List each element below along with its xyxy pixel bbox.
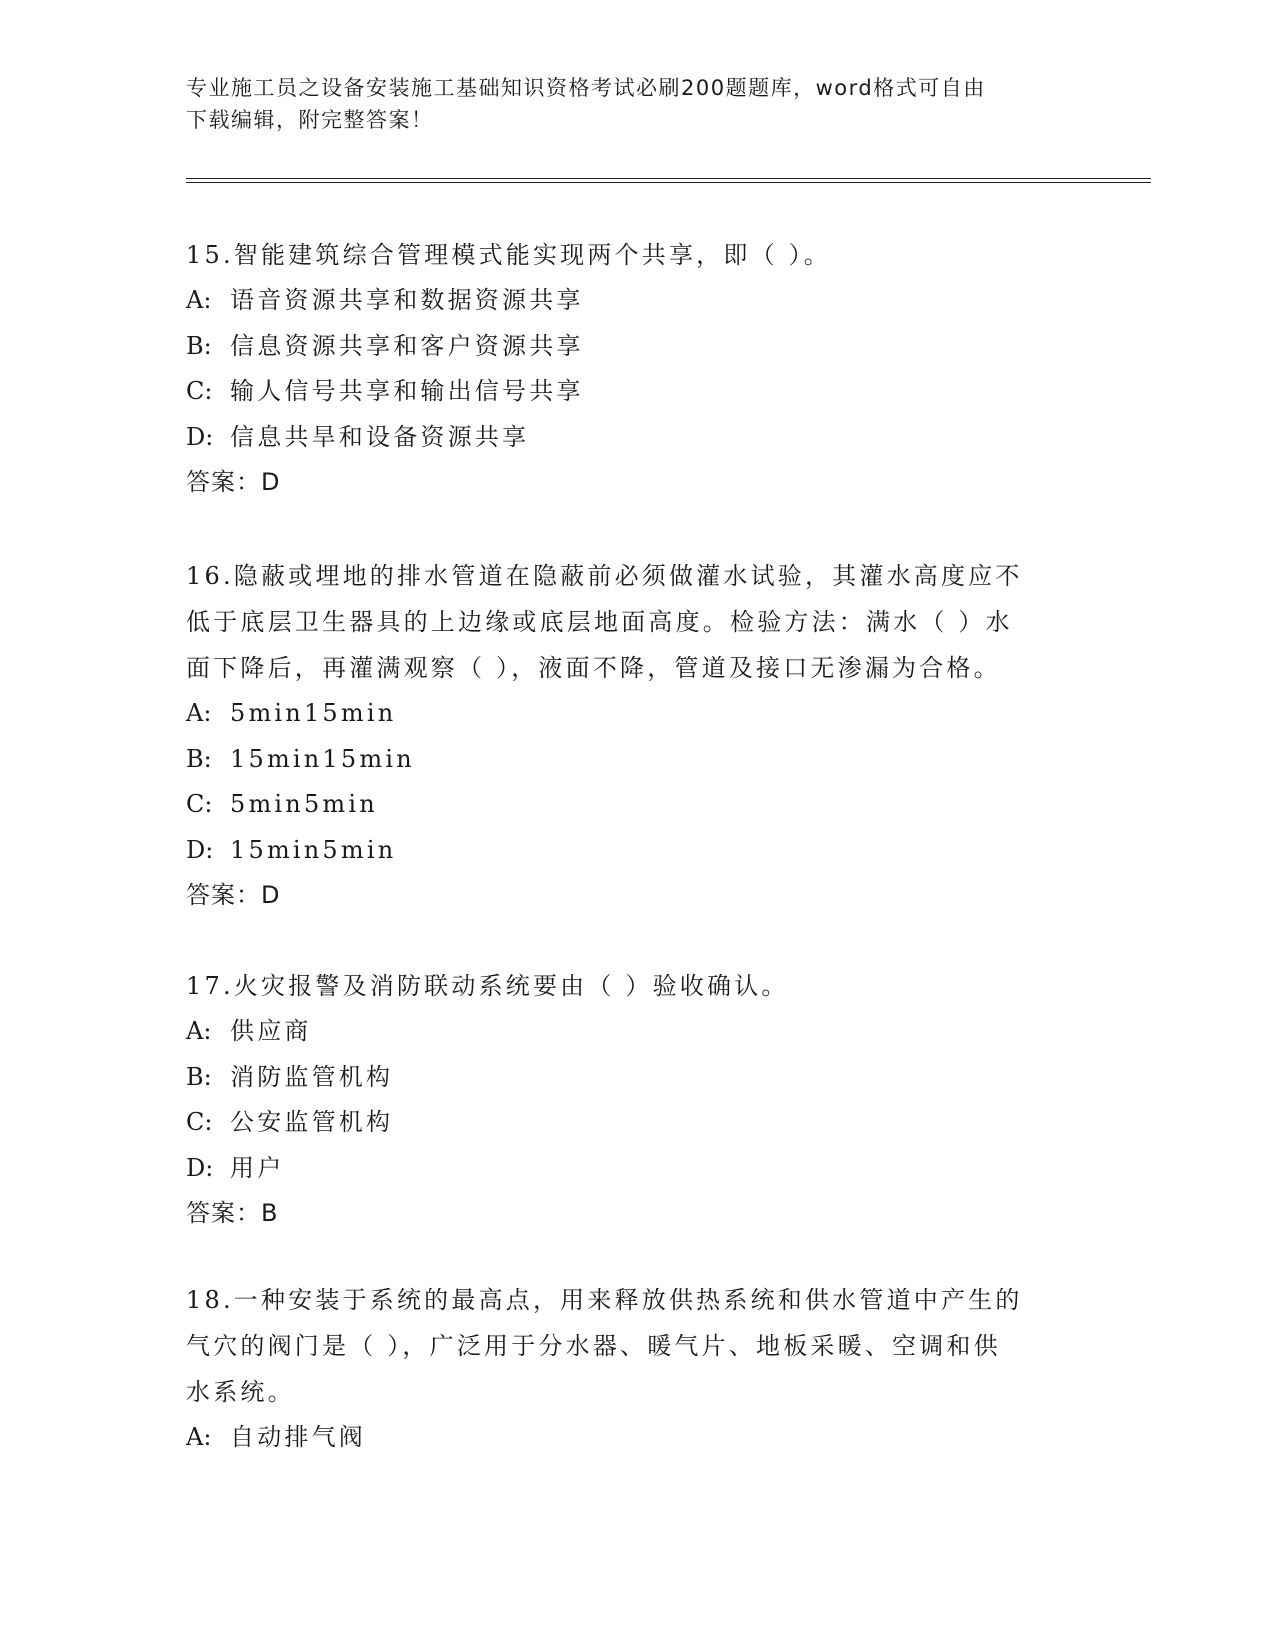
option-d <box>186 828 1076 874</box>
header-line-1: 专业施工员之设备安装施工基础知识资格考试必刷200题题库，word格式可自由 <box>186 76 986 100</box>
option-a <box>186 1009 1076 1055</box>
option-text: 用户 <box>230 1153 285 1182</box>
option-text: 5min5min <box>230 790 378 818</box>
option-text: 信息资源共享和客户资源共享 <box>230 331 584 360</box>
option-b <box>186 737 1076 783</box>
option-text: 公安监管机构 <box>230 1108 394 1136</box>
option-c <box>186 1100 1076 1146</box>
question-stem: 17.火灾报警及消防联动系统要由（ ）验收确认。 <box>186 972 789 1000</box>
option-text: 15min15min <box>230 744 415 773</box>
question-15 <box>186 232 1076 505</box>
answer-line: 答案：D <box>186 881 281 909</box>
header-divider-bottom <box>186 182 1151 183</box>
option-letter: B: <box>186 1062 212 1091</box>
option-c <box>186 369 1076 415</box>
answer-line: 答案：B <box>186 1199 279 1227</box>
option-letter: C: <box>186 1108 213 1136</box>
option-letter: A: <box>186 1423 212 1451</box>
option-a <box>186 278 1076 324</box>
option-letter: A: <box>186 699 212 727</box>
option-text: 自动排气阀 <box>230 1423 366 1451</box>
option-c <box>186 782 1076 828</box>
answer-line: 答案：D <box>186 468 281 496</box>
question-stem: 15.智能建筑综合管理模式能实现两个共享，即（ ）。 <box>186 241 831 269</box>
option-text: 信息共旱和设备资源共享 <box>230 422 530 451</box>
question-18 <box>186 1277 1076 1461</box>
option-text: 消防监管机构 <box>230 1062 394 1091</box>
option-a <box>186 691 1076 737</box>
option-d <box>186 415 1076 461</box>
question-stem-line-1: 16.隐蔽或埋地的排水管道在隐蔽前必须做灌水试验，其灌水高度应不 <box>186 562 1023 590</box>
option-letter: C: <box>186 377 213 405</box>
option-letter: D: <box>186 835 214 864</box>
option-letter: A: <box>186 1017 212 1045</box>
option-letter: D: <box>186 422 214 451</box>
header-line-2: 下载编辑，附完整答案！ <box>186 108 434 132</box>
option-text: 15min5min <box>230 835 397 864</box>
question-17 <box>186 963 1076 1236</box>
question-stem-line-2: 气穴的阀门是（ ），广泛用于分水器、暖气片、地板采暖、空调和供 <box>186 1332 1001 1360</box>
question-stem-line-3: 水系统。 <box>186 1378 295 1406</box>
option-text: 输人信号共享和输出信号共享 <box>230 377 584 405</box>
option-d <box>186 1146 1076 1192</box>
option-letter: D: <box>186 1153 214 1182</box>
header-divider-top <box>186 178 1151 179</box>
question-stem-line-1: 18.一种安装于系统的最高点，用来释放供热系统和供水管道中产生的 <box>186 1286 1023 1314</box>
option-a <box>186 1415 1076 1461</box>
question-stem-line-2: 低于底层卫生器具的上边缘或底层地面高度。检验方法：满水（ ）水 <box>186 608 1013 636</box>
option-letter: A: <box>186 286 212 314</box>
option-letter: C: <box>186 790 213 818</box>
option-text: 语音资源共享和数据资源共享 <box>230 286 584 314</box>
option-text: 5min15min <box>230 699 397 727</box>
question-16 <box>186 553 1076 918</box>
option-text: 供应商 <box>230 1017 312 1045</box>
option-b <box>186 1055 1076 1101</box>
option-b <box>186 324 1076 370</box>
option-letter: B: <box>186 331 212 360</box>
option-letter: B: <box>186 744 212 773</box>
question-stem-line-3: 面下降后，再灌满观察（ ），液面不降，管道及接口无渗漏为合格。 <box>186 654 1001 682</box>
document-header <box>186 72 1066 136</box>
